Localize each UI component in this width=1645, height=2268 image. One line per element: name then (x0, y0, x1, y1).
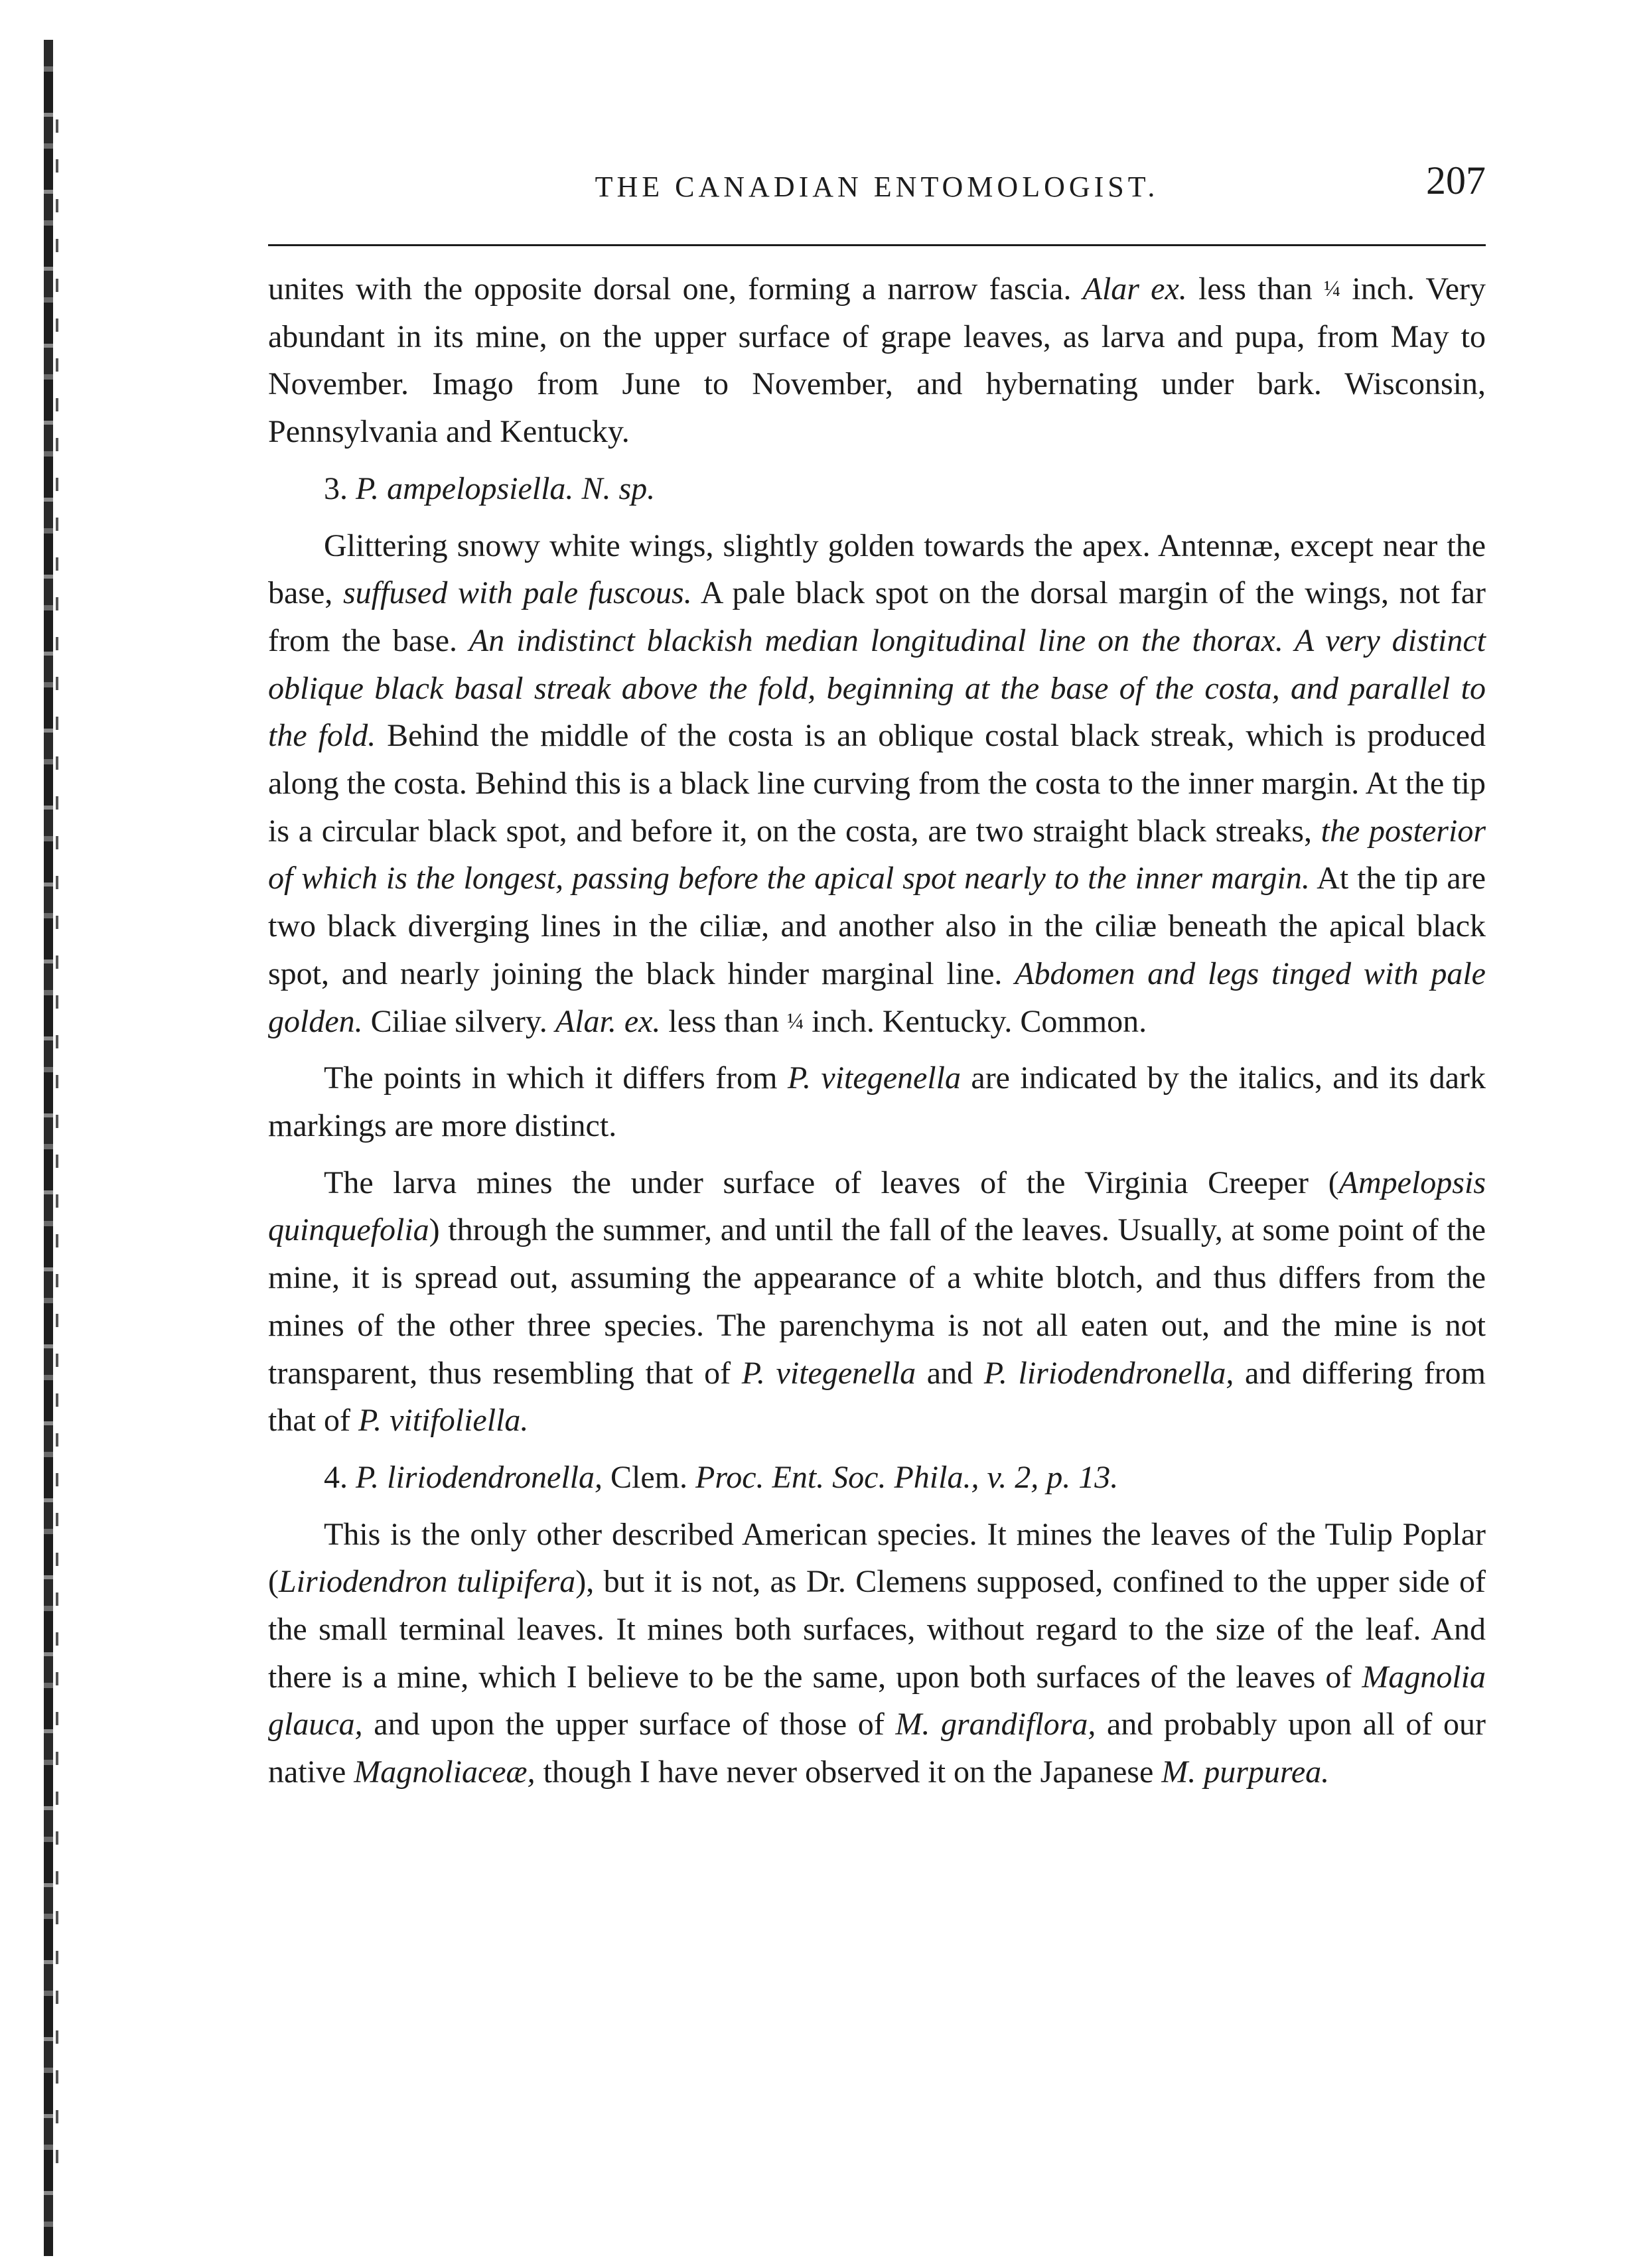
italic-run: M. grandiflora, (895, 1707, 1096, 1742)
paragraph (268, 1159, 1486, 1445)
text-run: This is the only other described American species. It mines the leaves of the Tulip Poplar ( (268, 1516, 1486, 1600)
text-run: and probably upon all of our native (268, 1707, 1486, 1790)
italic-run: Liriodendron tulipifera (278, 1564, 576, 1600)
journal-title: THE CANADIAN ENTOMOLOGIST. (595, 171, 1159, 203)
italic-run: Alar. ex. (555, 1003, 661, 1039)
italic-run: Ampelopsis quinquefolia (268, 1165, 1486, 1248)
text-run: and upon the upper surface of those of (362, 1707, 896, 1742)
text-run: and differing from that of (268, 1355, 1486, 1439)
fraction: ¼ (787, 1009, 804, 1034)
italic-run: Magnolia glauca, (268, 1659, 1486, 1742)
text-run: The points in which it differs from (324, 1060, 788, 1096)
header-rule (268, 244, 1486, 246)
italic-run: P. vitegenella (741, 1355, 916, 1391)
text-run: Glittering snowy white wings, slightly golden towards the apex. Antennæ, except near the base, (268, 528, 1486, 611)
text-run: though I have never observed it on the Japanese (535, 1754, 1162, 1790)
italic-run: M. purpurea. (1161, 1754, 1330, 1790)
italic-run: Magnoliaceæ, (354, 1754, 536, 1790)
text-run: inch. Kentucky. Common. (804, 1003, 1147, 1039)
text-run: and (916, 1355, 984, 1391)
paragraph (268, 1054, 1486, 1149)
text-run: 3. (324, 470, 356, 506)
italic-run: suffused with pale fuscous. (342, 575, 692, 611)
italic-run: P. liriodendronella, (983, 1355, 1234, 1391)
species-heading (268, 465, 1486, 513)
italic-run: Abdomen and legs tinged with pale golden. (268, 956, 1486, 1039)
text-run: less than (660, 1003, 788, 1039)
italic-run: the posterior of which is the longest, passing before the apical spot nearly to the inner margin. (268, 813, 1486, 896)
italic-run: Alar ex. (1082, 271, 1187, 307)
continued-paragraph (268, 265, 1486, 456)
text-run: Ciliae silvery. (362, 1003, 555, 1039)
italic-run: P. vitifoliella. (358, 1403, 529, 1439)
article-text (268, 265, 1486, 1796)
text-run: less than (1186, 271, 1324, 307)
text-run: are indicated by the italics, and its dark markings are more distinct. (268, 1060, 1486, 1144)
text-run: unites with the opposite dorsal one, forming a narrow fascia. (268, 271, 1083, 307)
italic-run: An indistinct blackish median longitudinal line on the thorax. A very distinct oblique black basal streak above the fold, beginning at the base of the costa, and parallel to the fold. (268, 622, 1486, 754)
text-run (573, 471, 581, 506)
text-run: A pale black spot on the dorsal margin of the wings, not far from the base. (268, 575, 1486, 658)
species-heading (268, 1454, 1486, 1502)
running-head (268, 158, 1486, 211)
text-run: At the tip are two black diverging lines in the ciliæ, and another also in the ciliæ beneath the apical black spot, and nearly joining the black hinder marginal line. (268, 861, 1486, 991)
text-run: inch. Very abundant in its mine, on the upper surface of grape leaves, as larva and pupa, from May to November. Imago from June to November, and hybernating under bark. Wisconsin, Pennsylvania and Kentucky. (268, 271, 1486, 450)
page-number: 207 (1426, 159, 1486, 202)
paragraph (268, 1511, 1486, 1796)
fraction: ¼ (1324, 277, 1341, 301)
paragraph (268, 522, 1486, 1046)
italic-run: N. sp. (581, 470, 656, 506)
text-run: Clem. (603, 1459, 695, 1495)
italic-run: P. liriodendronella, (356, 1459, 603, 1495)
italic-run: P. ampelopsiella. (356, 470, 574, 506)
text-run: Behind the middle of the costa is an oblique costal black streak, which is produced along the costa. Behind this is a black line curving from the costa to the inner margin. At the tip is a circular black spot, and before it, on the costa, are two straight black streaks, (268, 718, 1486, 849)
page-binding-edge (44, 40, 53, 2256)
text-run: 4. (324, 1459, 356, 1495)
text-run: ), but it is not, as Dr. Clemens supposed, confined to the upper side of the small terminal leaves. It mines both surfaces, without regard to the size of the leaf. And there is a mine, which I believe to be the same, upon both surfaces of the leaves of (268, 1564, 1486, 1695)
page-binding-edge-shadow (56, 119, 58, 2176)
text-run: ) through the summer, and until the fall of the leaves. Usually, at some point of the mine, it is spread out, assuming the appearance of a white blotch, and thus differs from the mines of the other three species. The parenchyma is not all eaten out, and the mine is not transparent, thus resembling that of (268, 1212, 1486, 1391)
italic-run: Proc. Ent. Soc. Phila., v. 2, p. 13. (695, 1459, 1119, 1495)
text-run: The larva mines the under surface of leaves of the Virginia Creeper ( (324, 1165, 1339, 1200)
italic-run: P. vitegenella (787, 1060, 961, 1096)
